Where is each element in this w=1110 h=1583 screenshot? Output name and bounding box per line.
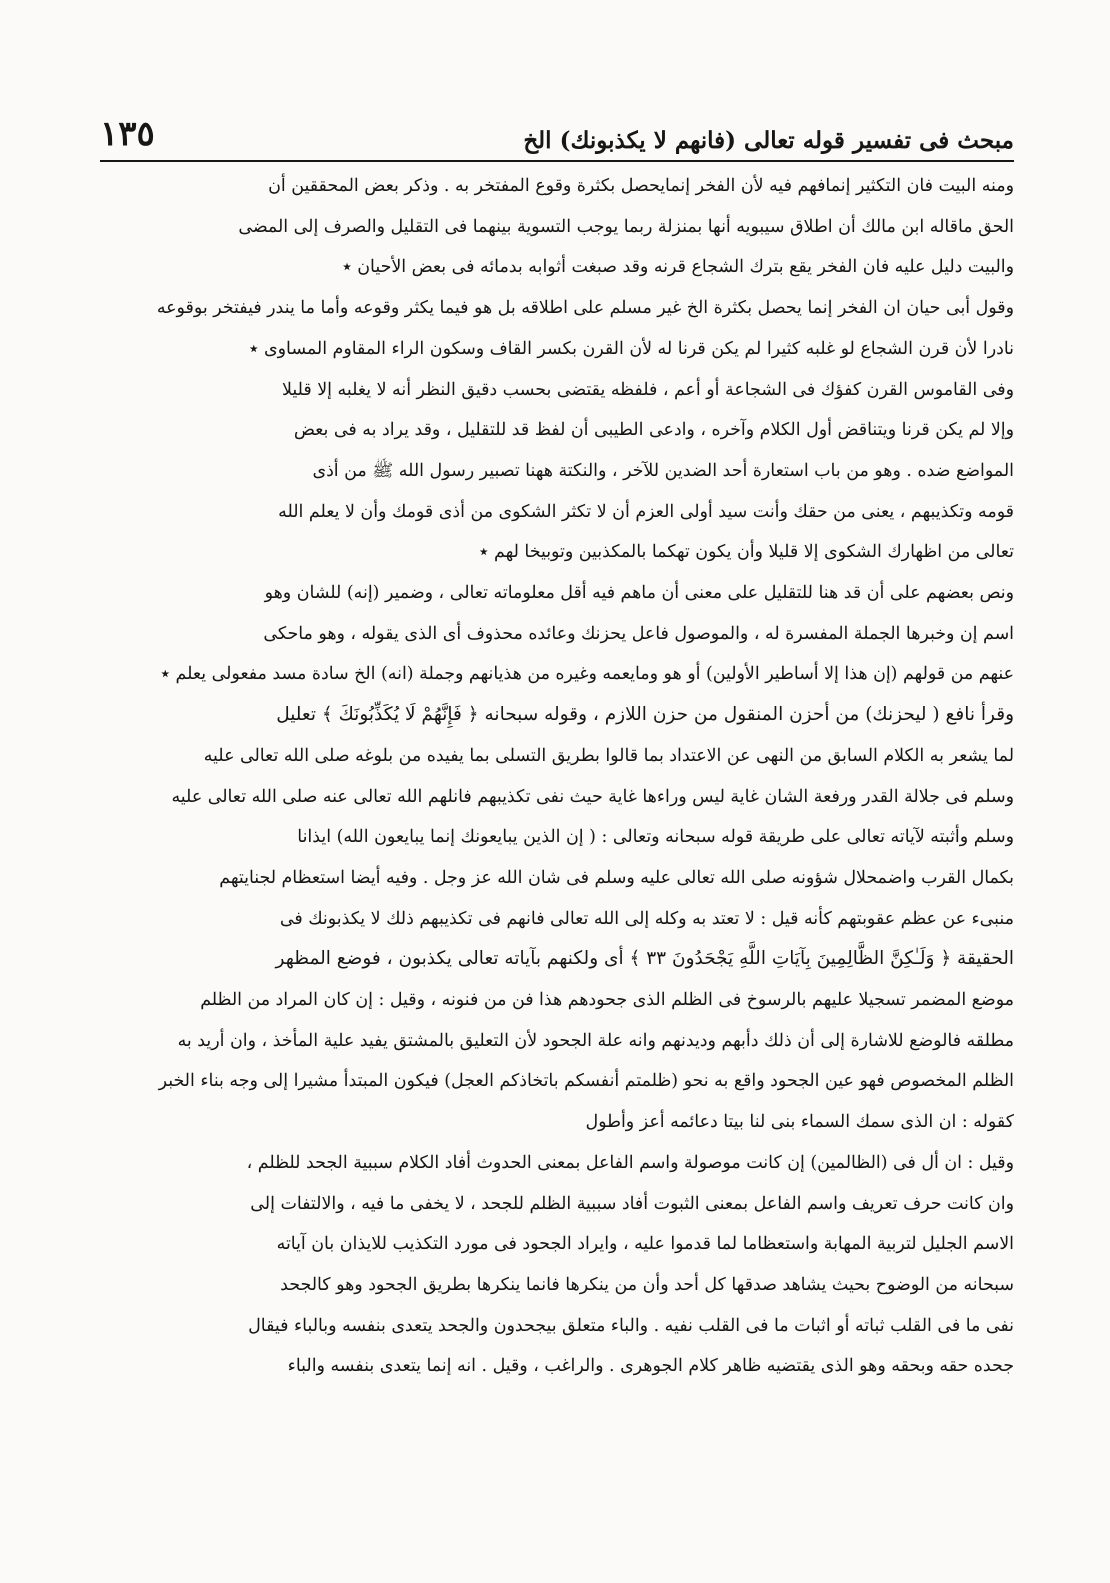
header-rule — [100, 160, 1014, 162]
page-number: ١٣٥ — [100, 114, 155, 154]
text-line: قومه وتكذيبهم ، يعنى من حقك وأنت سيد أولى العزم أن لا تكثر الشكوى من أذى قومك وأن لا يعلم الله — [278, 501, 1014, 522]
text-line: الظلم المخصوص فهو عين الجحود واقع به نحو (ظلمتم أنفسكم باتخاذكم العجل) فيكون المبتدأ مشيرا إلى وجه بناء الخبر — [158, 1071, 1014, 1092]
text-line: منبىء عن عظم عقوبتهم كأنه قيل : لا تعتد به وكله إلى الله تعالى فانهم فى تكذيبهم ذلك لا يكذبونك فى — [279, 908, 1014, 929]
text-line: المواضع ضده . وهو من باب استعارة أحد الضدين للآخر ، والنكتة ههنا تصبير رسول الله ﷺ من أذى — [312, 460, 1014, 481]
text-line: وسلم فى جلالة القدر ورفعة الشان غاية ليس وراءها غاية حيث نفى تكذيبهم فانلهم الله تعالى عنه صلى الله تعالى عليه — [171, 786, 1014, 807]
text-line: وقيل : ان أل فى (الظالمين) إن كانت موصولة واسم الفاعل بمعنى الحدوث أفاد الكلام سببية الجحد للظلم ، — [246, 1152, 1014, 1173]
text-line: تعالى من اظهارك الشكوى إلا قليلا وأن يكون تهكما بالمكذبين وتوبيخا لهم ٭ — [479, 542, 1014, 563]
text-line: جحده حقه وبحقه وهو الذى يقتضيه ظاهر كلام الجوهرى . والراغب ، وقيل . انه إنما يتعدى بنفسه والباء — [287, 1356, 1014, 1377]
text-line: وان كانت حرف تعريف واسم الفاعل بمعنى الثبوت أفاد سببية الظلم للجحد ، لا يخفى ما فيه ، والالتفات إلى — [250, 1193, 1014, 1214]
text-line: بكمال القرب واضمحلال شؤونه صلى الله تعالى عليه وسلم فى شان الله عز وجل . وفيه أيضا استعظام لجنايتهم — [219, 867, 1014, 888]
text-line: الحق ماقاله ابن مالك أن اطلاق سيبويه أنها بمنزلة ربما يوجب التسوية بينهما فى التقليل والصرف إلى المضى — [238, 216, 1014, 237]
text-line: نادرا لأن قرن الشجاع لو غلبه كثيرا لم يكن قرنا له لأن القرن بكسر القاف وسكون الراء المقاوم المساوى ٭ — [249, 338, 1014, 359]
text-line: الاسم الجليل لتربية المهابة واستعظاما لما قدموا عليه ، وايراد الجحود فى مورد التكذيب للايذان بان آياته — [276, 1234, 1014, 1255]
body-text — [100, 166, 1014, 1387]
text-line: مطلقه فالوضع للاشارة إلى أن ذلك دأبهم وديدنهم وانه علة الجحود لأن التعليق بالمشتق يفيد علية المأخذ ، وان أريد به — [177, 1030, 1014, 1051]
text-line: وإلا لم يكن قرنا ويتناقض أول الكلام وآخره ، وادعى الطيبى أن لفظ قد للتقليل ، وقد يراد به فى بعض — [293, 420, 1014, 441]
text-line: وسلم وأثبته لآياته تعالى على طريقة قوله سبحانه وتعالى : ( إن الذين يبايعونك إنما يبايعون الله) ايذانا — [297, 827, 1014, 848]
text-line: لما يشعر به الكلام السابق من النهى عن الاعتداد بما قالوا بطريق التسلى بما يفيده من بلوغه صلى الله تعالى عليه — [203, 745, 1014, 766]
text-line: وفى القاموس القرن كفؤك فى الشجاعة أو أعم ، فلفظه يقتضى بحسب دقيق النظر أنه لا يغلبه إلا قليلا — [282, 379, 1014, 400]
text-line: وقرأ نافع ( ليحزنك) من أحزن المنقول من حزن اللازم ، وقوله سبحانه ﴿ فَإِنَّهُمْ لَا يُكَذِّبُونَكَ ﴾ تعليل — [276, 704, 1014, 726]
text-line: والبيت دليل عليه فان الفخر يقع بترك الشجاع قرنه وقد صبغت أثوابه بدمائه فى بعض الأحيان ٭ — [342, 257, 1014, 278]
text-line: ونص بعضهم على أن قد هنا للتقليل على معنى أن ماهم فيه أقل معلوماته تعالى ، وضمير (إنه) للشان وهو — [264, 583, 1014, 604]
text-line: موضع المضمر تسجيلا عليهم بالرسوخ فى الظلم الذى جحودهم هذا فن من فنونه ، وقيل : إن كان المراد من الظلم — [200, 990, 1014, 1011]
text-line: سبحانه من الوضوح بحيث يشاهد صدقها كل أحد وأن من ينكرها فانما ينكرها بطريق الجحود وهو كالجحد — [280, 1274, 1014, 1295]
text-line: نفى ما فى القلب ثباته أو اثبات ما فى القلب نفيه . والباء متعلق بيجحدون والجحد يتعدى بنفسه وبالباء فيقال — [248, 1315, 1014, 1336]
page-header — [100, 92, 1014, 154]
text-line: وقول أبى حيان ان الفخر إنما يحصل بكثرة الخ غير مسلم على اطلاقه بل هو فيما يكثر وقوعه وأما ما يندر فيفتخر بوقوعه — [156, 298, 1014, 319]
running-title: مبحث فى تفسير قوله تعالى (فانهم لا يكذبونك) الخ — [523, 127, 1014, 154]
text-line: عنهم من قولهم (إن هذا إلا أساطير الأولين) أو هو ومايعمه وغيره من هذيانهم وجملة (انه) الخ سادة مسد مفعولى يعلم ٭ — [160, 664, 1014, 685]
text-line: الحقيقة ﴿ وَلَـٰكِنَّ الظَّالِمِينَ بِآيَاتِ اللَّهِ يَجْحَدُونَ ٣٣ ﴾ أى ولكنهم بآياته تعالى يكذبون ، فوضع المظهر — [275, 948, 1014, 970]
text-line: ومنه البيت فان التكثير إنمافهم فيه لأن الفخر إنمايحصل بكثرة وقوع المفتخر به . وذكر بعض المحققين أن — [268, 176, 1014, 196]
poetry-line: كقوله : ان الذى سمك السماء بنى لنا بيتا دعائمه أعز وأطول — [585, 1112, 1014, 1133]
text-line: اسم إن وخبرها الجملة المفسرة له ، والموصول فاعل يحزنك وعائده محذوف أى الذى يقوله ، وهو ماحكى — [263, 623, 1014, 644]
